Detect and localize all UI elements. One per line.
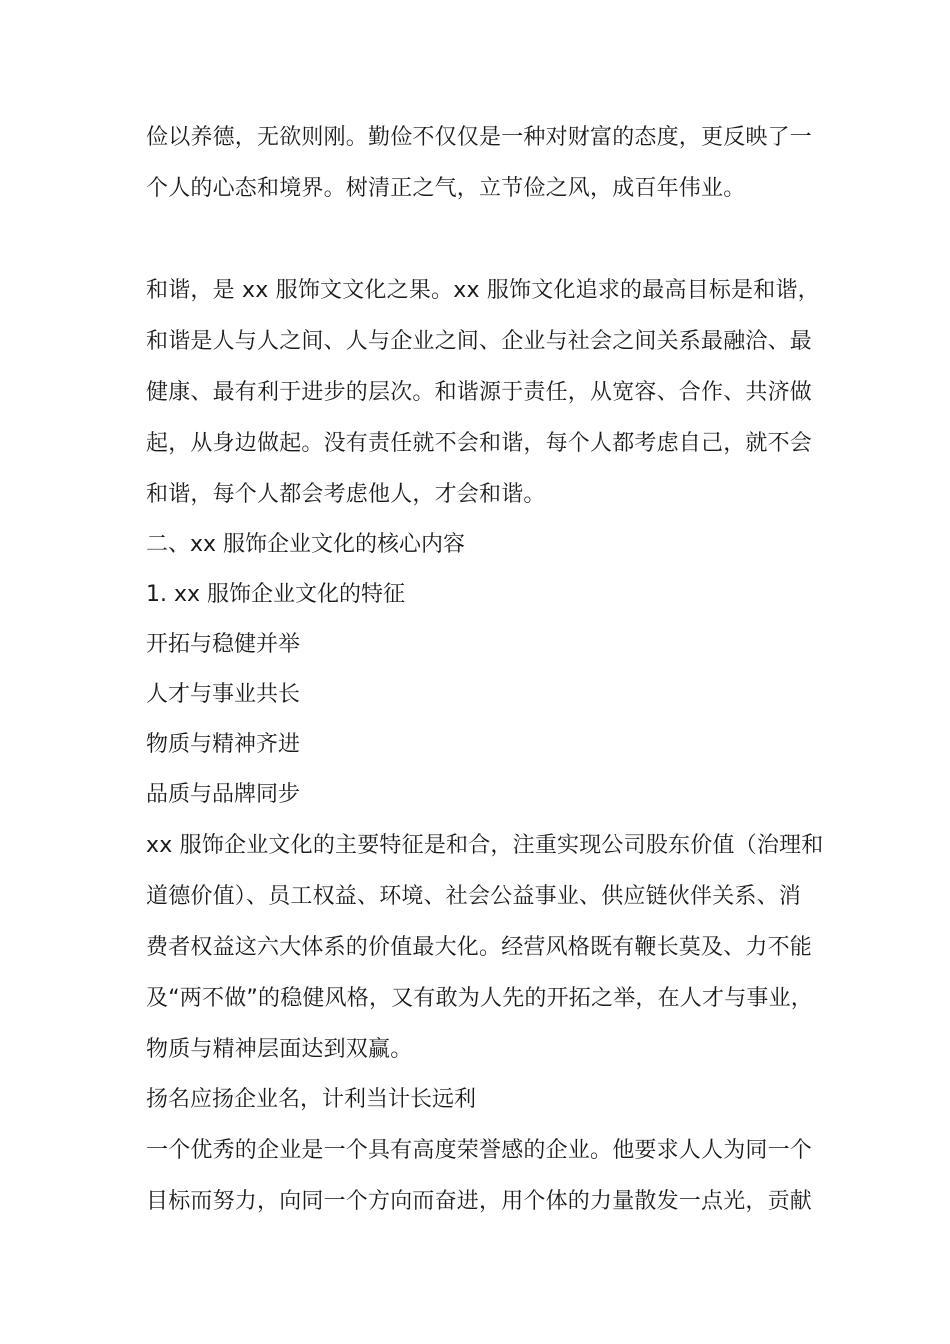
paragraph-honor <box>146 1125 813 1227</box>
text-line: 和谐是人与人之间、人与企业之间、企业与社会之间关系最融洽、最 <box>146 329 813 354</box>
text-line: 及“两不做”的稳健风格，又有敢为人先的开拓之举，在人才与事业， <box>146 986 813 1011</box>
text-line: 物质与精神层面达到双赢。 <box>146 1037 413 1062</box>
section-heading: 二、xx 服饰企业文化的核心内容 <box>146 532 466 557</box>
text-line: 个人的心态和境界。树清正之气，立节俭之风，成百年伟业。 <box>146 176 746 201</box>
text-line: 和谐，是 xx 服饰文文化之果。xx 服饰文化追求的最高目标是和谐， <box>146 278 820 303</box>
text-line: 一个优秀的企业是一个具有高度荣誉感的企业。他要求人人为同一个 <box>146 1138 813 1163</box>
subsection-heading: 1. xx 服饰企业文化的特征 <box>146 582 406 607</box>
text-line: 俭以养德，无欲则刚。勤俭不仅仅是一种对财富的态度，更反映了一 <box>146 125 813 150</box>
feature-item: 人才与事业共长 <box>146 682 301 707</box>
feature-item: 开拓与稳健并举 <box>146 632 301 657</box>
text-line: 目标而努力，向同一个方向而奋进，用个体的力量散发一点光，贡献 <box>146 1189 813 1214</box>
motto-heading: 扬名应扬企业名，计利当计长远利 <box>146 1087 477 1112</box>
paragraph-harmony <box>146 265 820 520</box>
feature-item: 品质与品牌同步 <box>146 782 301 807</box>
text-line: 健康、最有利于进步的层次。和谐源于责任，从宽容、合作、共济做 <box>146 380 813 405</box>
feature-item: 物质与精神齐进 <box>146 732 301 757</box>
blank-line <box>146 214 810 265</box>
text-line: 费者权益这六大体系的价值最大化。经营风格既有鞭长莫及、力不能 <box>146 935 813 960</box>
text-line: 道德价值）、员工权益、环境、社会公益事业、供应链伙伴关系、消 <box>146 884 802 909</box>
paragraph-features <box>146 820 824 1075</box>
text-line: 起，从身边做起。没有责任就不会和谐，每个人都考虑自己，就不会 <box>146 431 813 456</box>
text-line: 和谐，每个人都会考虑他人，才会和谐。 <box>146 482 546 507</box>
text-line: xx 服饰企业文化的主要特征是和合，注重实现公司股东价值（治理和 <box>146 833 824 858</box>
paragraph-thrift <box>146 112 813 214</box>
document-body <box>146 112 824 1227</box>
